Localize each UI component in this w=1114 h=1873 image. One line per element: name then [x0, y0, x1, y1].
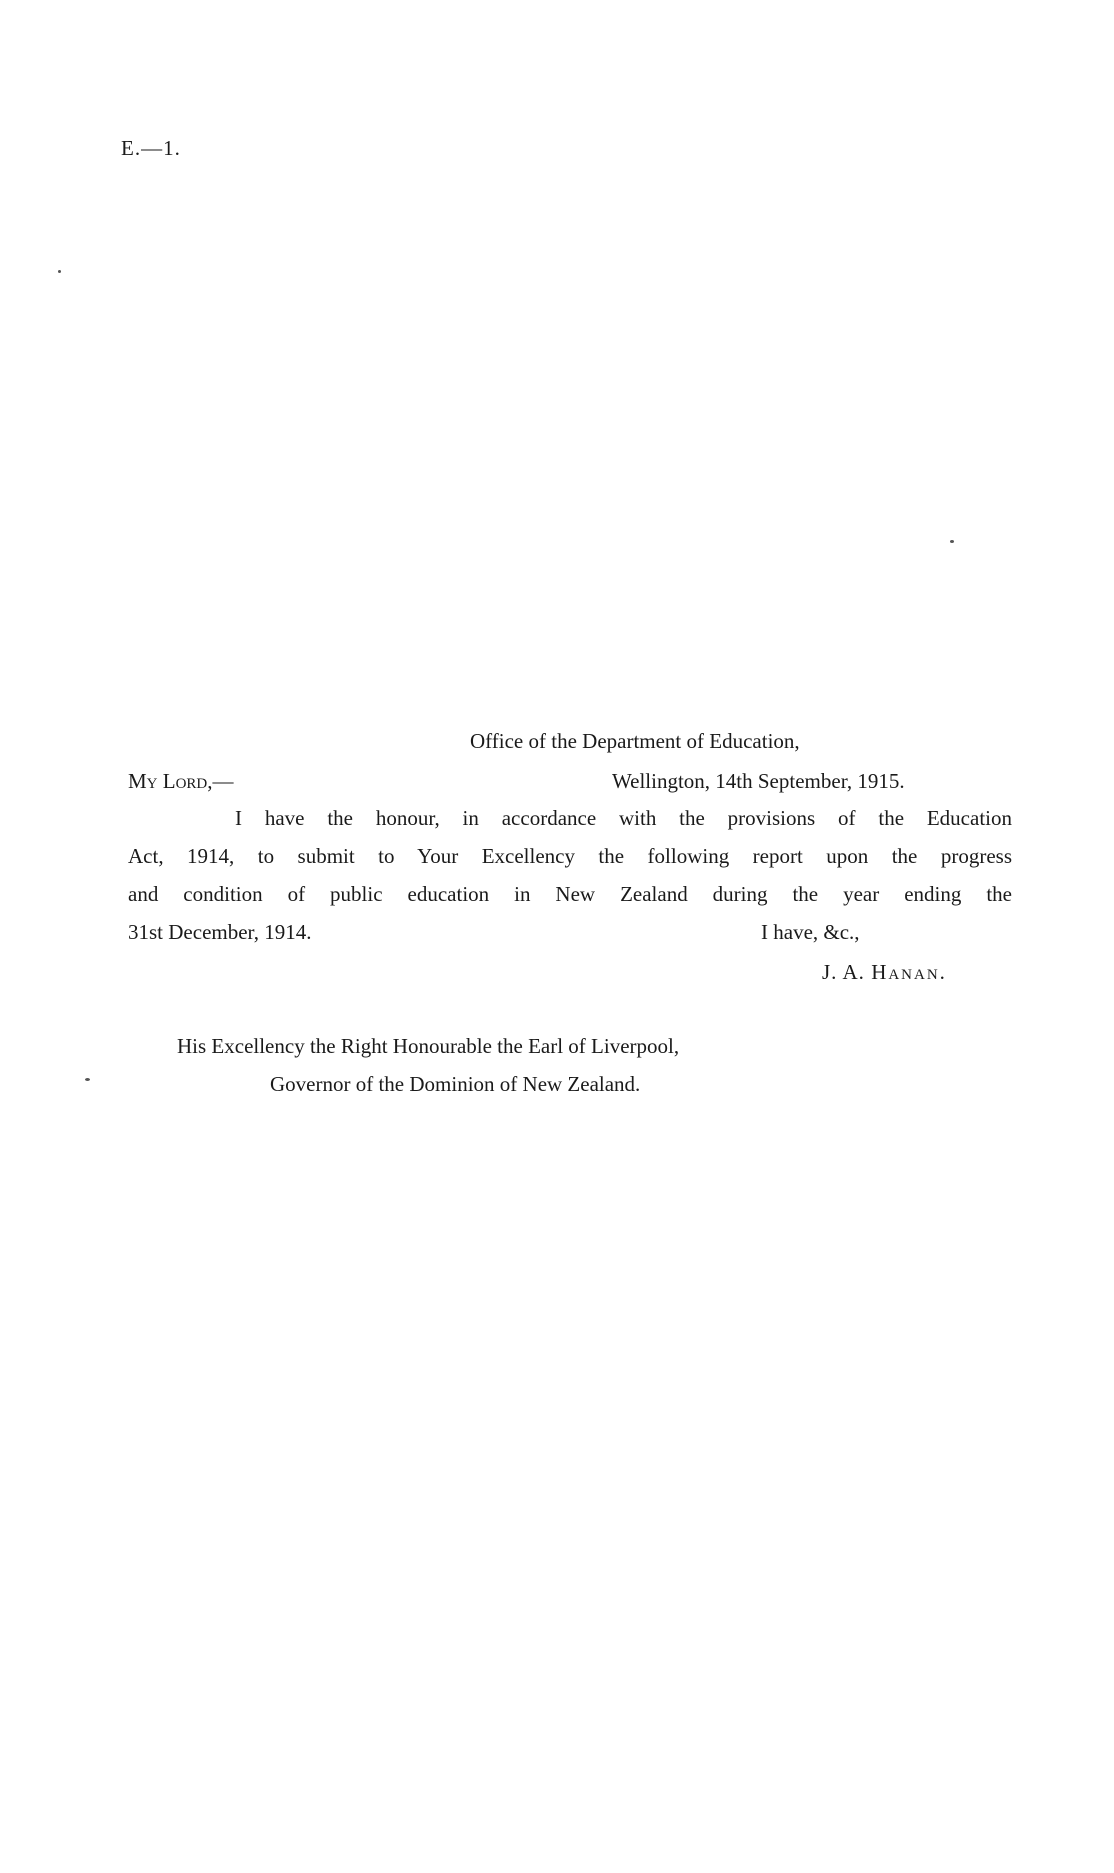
closing: I have, &c.,	[761, 920, 860, 944]
addressee-line-1: His Excellency the Right Honourable the Earl of Liverpool,	[177, 1034, 680, 1058]
scan-speck	[950, 540, 954, 543]
body-line-3: and condition of public education in New Zealand during the year ending the	[128, 882, 1012, 906]
closing-date: 31st December, 1914.	[128, 920, 312, 944]
date-line: Wellington, 14th September, 1915.	[612, 769, 905, 793]
signature-surname: Hanan.	[871, 960, 947, 984]
scan-speck	[58, 270, 61, 273]
scan-speck	[85, 1078, 90, 1081]
body-line-2: Act, 1914, to submit to Your Excellency the following report upon the progress	[128, 844, 1012, 868]
signature-initials: J. A.	[822, 960, 865, 984]
page-reference: E.—1.	[121, 136, 181, 160]
addressee-line-2: Governor of the Dominion of New Zealand.	[270, 1072, 641, 1096]
body-line-1: I have the honour, in accordance with the provisions of the Education	[235, 806, 1012, 830]
signature	[822, 962, 947, 983]
office-line: Office of the Department of Education,	[470, 729, 800, 753]
salutation: My Lord,—	[128, 769, 234, 793]
